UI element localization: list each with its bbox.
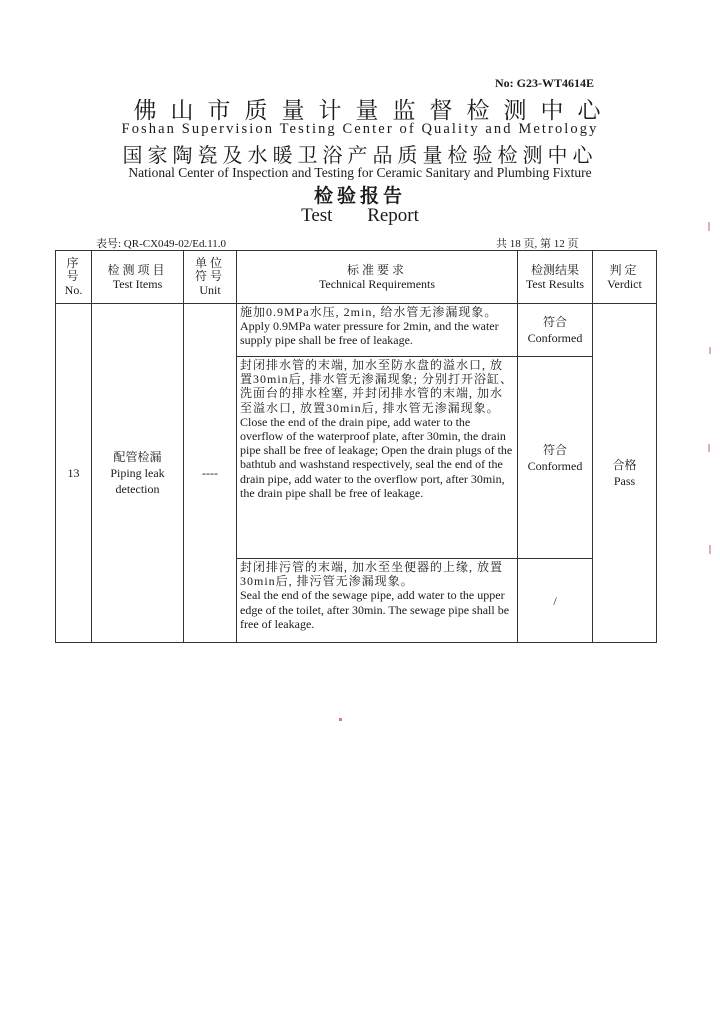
header-item <box>92 251 184 304</box>
requirement-cell <box>237 357 518 559</box>
row-unit: ---- <box>184 304 237 643</box>
row-test-item <box>92 304 184 643</box>
row-no: 13 <box>56 304 92 643</box>
scan-speck <box>339 718 342 721</box>
header-item-en: Test Items <box>112 277 163 291</box>
form-number: 表号: QR-CX049-02/Ed.11.0 <box>96 238 227 250</box>
header-no <box>56 251 92 304</box>
requirement-en: Close the end of the drain pipe, add water to the overflow of the waterproof plate, after 30min, the drain pipe shall be free of leakage; Open the drain plugs of the bathtub and washstand respectively, seal the end of the drain pipe, add water to the overflow port, after 30min, the drain pipe shall be free of leakage. <box>240 414 513 500</box>
header-req-cn: 标准要求 <box>346 263 407 277</box>
test-item-en: Piping leak detection <box>110 466 165 496</box>
verdict-en: Pass <box>613 474 636 488</box>
header-verdict-en: Verdict <box>607 277 642 291</box>
report-title-cn: 检验报告 <box>313 186 406 207</box>
result-cell <box>518 304 593 357</box>
org-name-cn-national: 国家陶瓷及水暖卫浴产品质量检验检测中心 <box>122 145 598 167</box>
report-title-en: Test Report <box>301 205 419 226</box>
requirement-cell <box>237 304 518 357</box>
table-row <box>56 304 657 357</box>
scan-speck <box>709 347 711 354</box>
header-requirements <box>237 251 518 304</box>
org-name-en-national: National Center of Inspection and Testing for Ceramic Sanitary and Plumbing Fixture <box>128 165 592 180</box>
result-cn: 符合 <box>542 442 567 457</box>
header-results <box>518 251 593 304</box>
result-cell <box>518 357 593 559</box>
requirement-cell <box>237 559 518 643</box>
header-unit-en: Unit <box>199 283 221 297</box>
report-number: No: G23-WT4614E <box>495 76 594 90</box>
requirement-en: Apply 0.9MPa water pressure for 2min, and the water supply pipe shall be free of leakage. <box>240 319 499 348</box>
header-verdict <box>593 251 657 304</box>
row-verdict <box>593 304 657 643</box>
page-indicator: 共 18 页, 第 12 页 <box>496 238 579 250</box>
requirement-en: Seal the end of the sewage pipe, add water to the upper edge of the toilet, after 30min. The sewage pipe shall be free of leakage. <box>240 588 510 631</box>
header-no-en: No. <box>64 283 83 297</box>
header-item-cn: 检测项目 <box>107 263 168 277</box>
requirement-cn: 封闭排水管的末端, 加水至防水盘的溢水口, 放置30min后, 排水管无渗漏现象; 分别打开浴缸、洗面台的排水栓塞, 并封闭排水管的末端, 加水至溢水口, 放置30min后, 排水管无渗漏现象。 <box>240 358 514 415</box>
header-verdict-cn: 判定 <box>609 263 640 277</box>
header-results-en: Test Results <box>525 277 585 291</box>
header-no-cn: 序号 <box>66 256 82 283</box>
org-name-cn-foshan: 佛山市质量计量监督检测中心 <box>133 98 615 123</box>
header-unit-cn: 单位符号 <box>194 256 225 283</box>
result-en: Conformed <box>527 331 583 345</box>
result-cn: 符合 <box>542 315 567 329</box>
requirement-cn: 施加0.9MPa水压, 2min, 给水管无渗漏现象。 <box>240 305 498 319</box>
test-item-cn: 配管检漏 <box>113 450 162 464</box>
test-results-table <box>55 250 657 643</box>
header-unit <box>184 251 237 304</box>
scan-speck <box>709 545 711 554</box>
result-en: Conformed <box>527 458 583 473</box>
result-cell <box>518 559 593 643</box>
verdict-cn: 合格 <box>612 458 637 472</box>
header-req-en: Technical Requirements <box>318 277 436 291</box>
org-name-en-foshan: Foshan Supervision Testing Center of Quality and Metrology <box>121 121 599 137</box>
requirement-cn: 封闭排污管的末端, 加水至坐便器的上缘, 放置30min后, 排污管无渗漏现象。 <box>240 560 504 589</box>
table-header-row <box>56 251 657 304</box>
scan-speck <box>708 222 710 231</box>
scan-speck <box>708 444 710 452</box>
header-results-cn: 检测结果 <box>530 263 579 277</box>
result-cn: / <box>553 593 557 608</box>
